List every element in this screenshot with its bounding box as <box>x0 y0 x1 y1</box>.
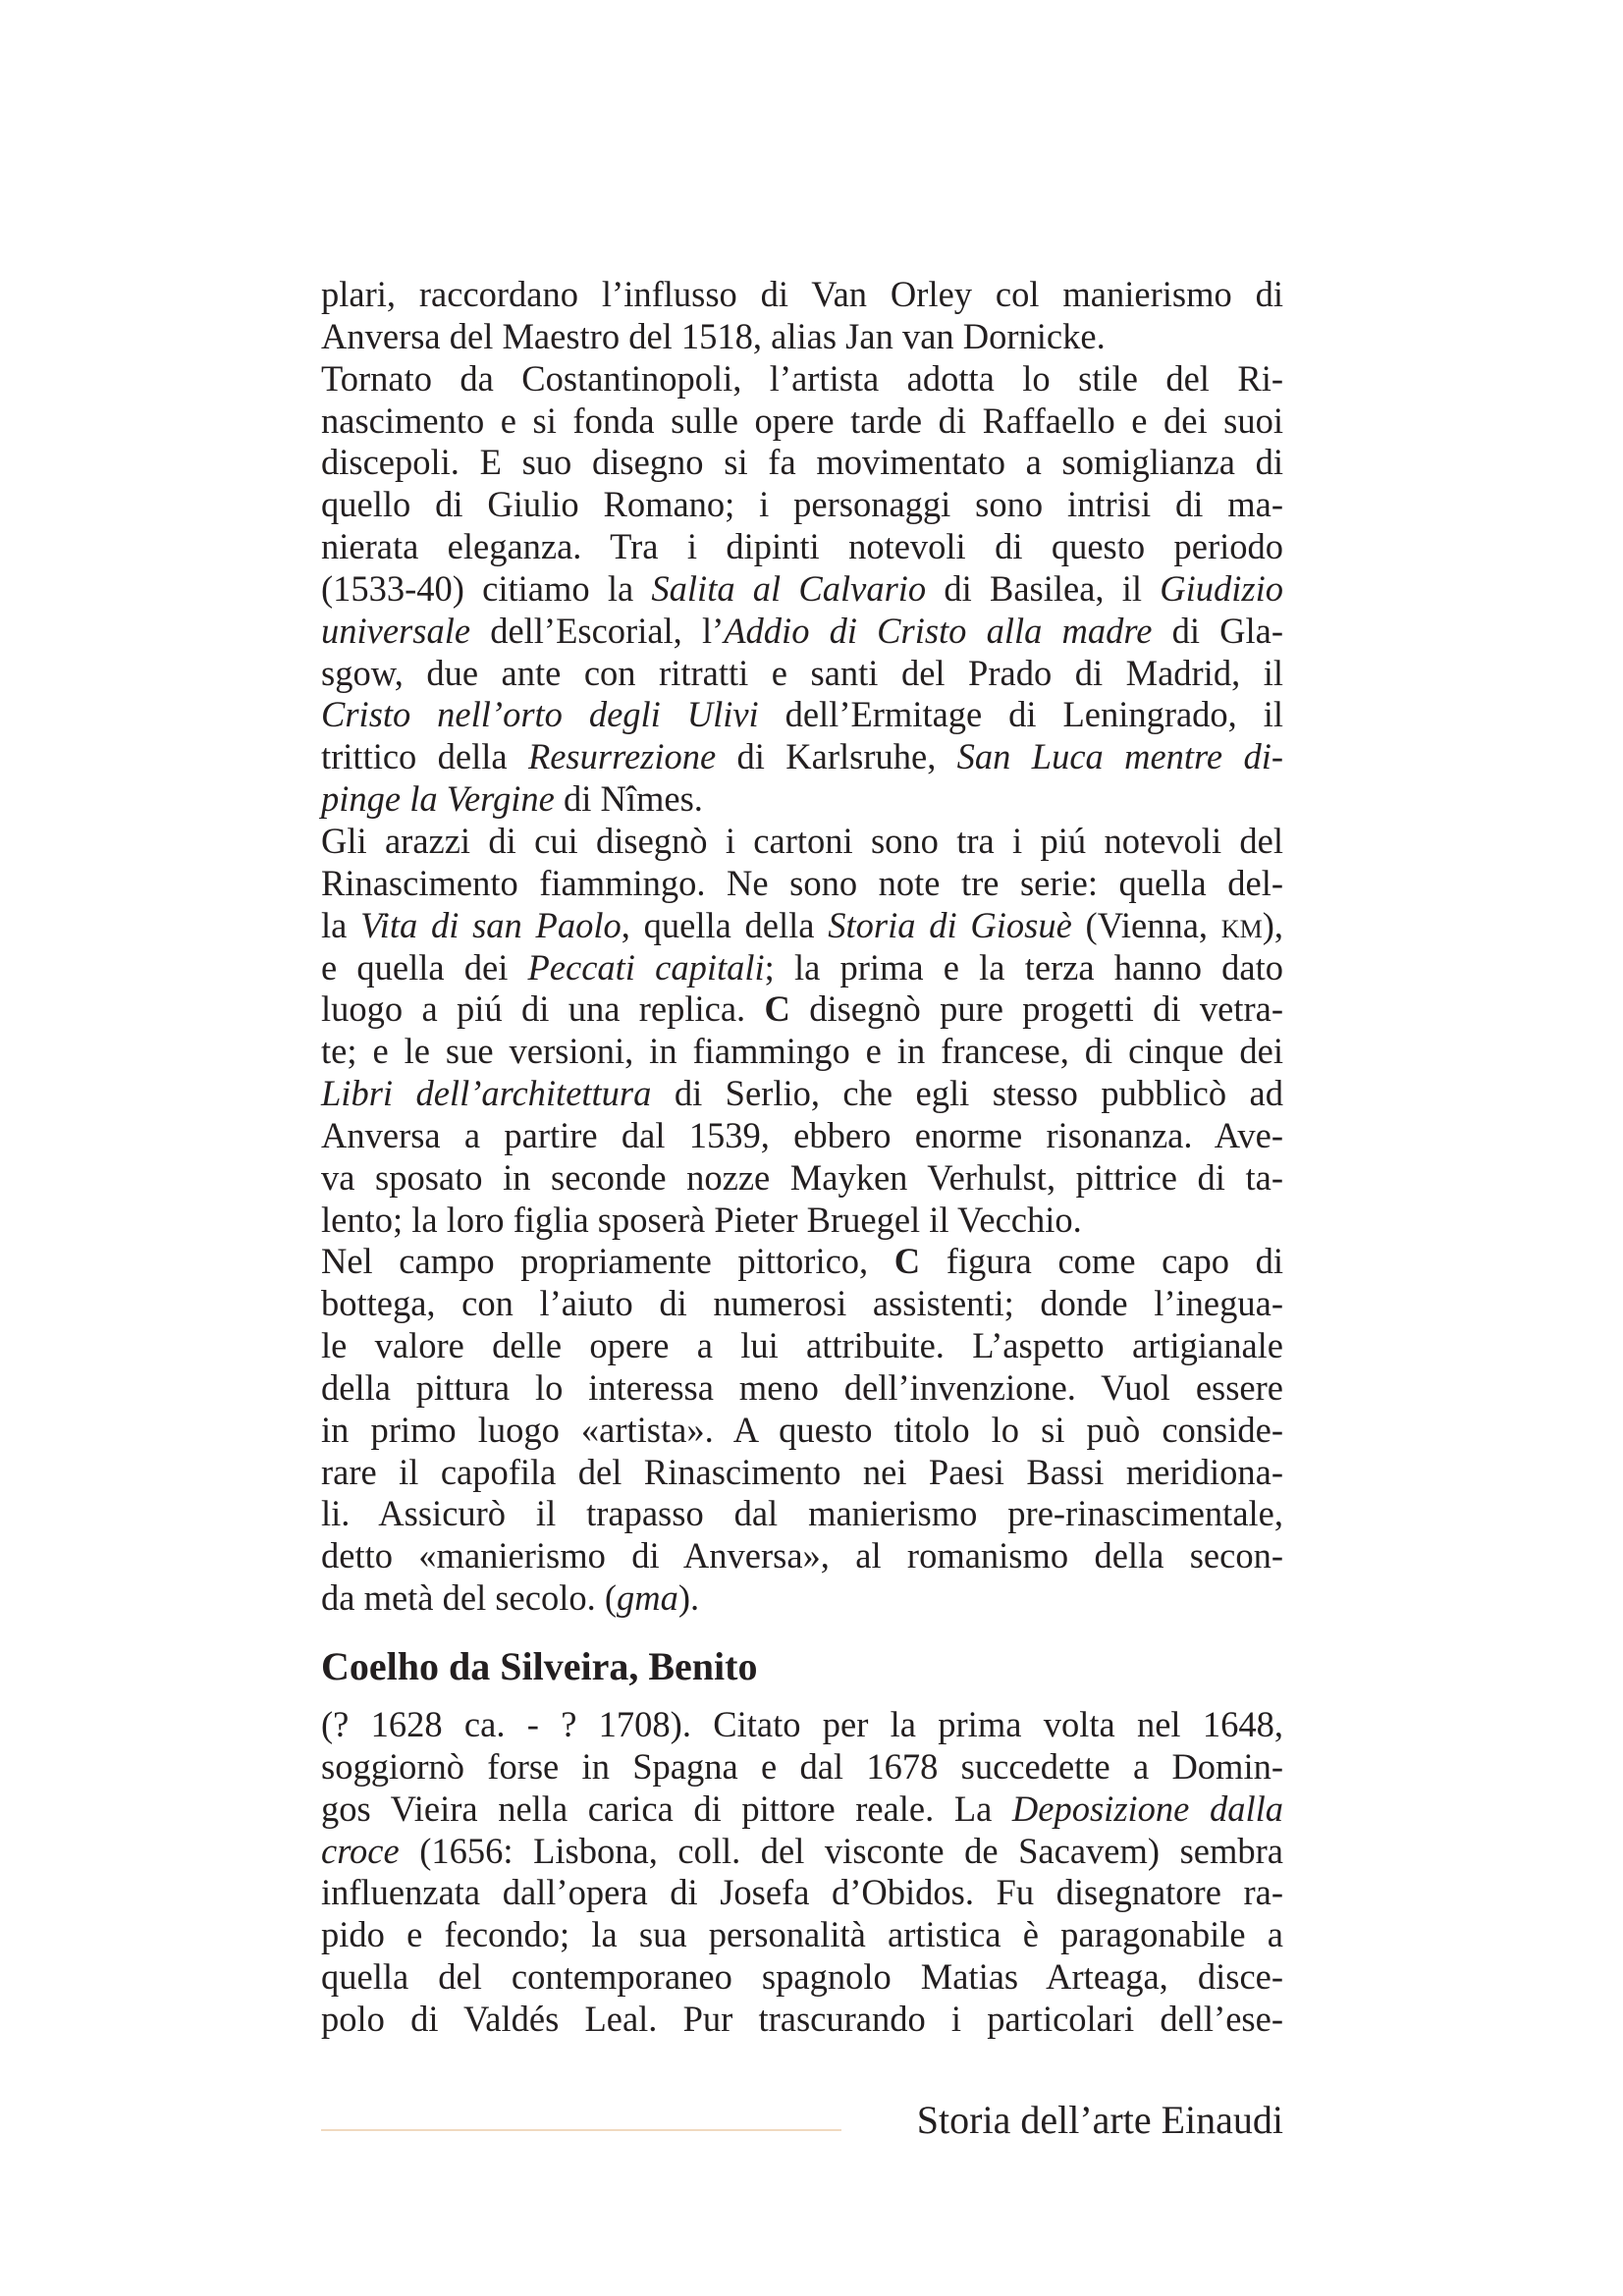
text-line: la Vita di san Paolo, quella della Storia di Giosuè (Vienna, km), <box>321 904 1283 945</box>
text-line: bottega, con l’aiuto di numerosi assistenti; donde l’inegua- <box>321 1283 1283 1324</box>
text-line: influenzata dall’opera di Josefa d’Obidos. Fu disegnatore ra- <box>321 1872 1283 1913</box>
artwork-title: Vita di san Paolo <box>360 904 622 945</box>
text-line: Anversa del Maestro del 1518, alias Jan van Dornicke. <box>321 315 1106 356</box>
text-line: plari, raccordano l’influsso di Van Orley col manierismo di <box>321 274 1283 314</box>
text-line: li. Assicurò il trapasso dal manierismo pre-rinascimentale, <box>321 1493 1283 1534</box>
text-line: Cristo nell’orto degli Ulivi dell’Ermitage di Leningrado, il <box>321 694 1283 735</box>
text-line: te; e le sue versioni, in fiammingo e in francese, di cinque dei <box>321 1031 1283 1072</box>
text-line: in primo luogo «artista». A questo titolo lo si può conside- <box>321 1409 1283 1450</box>
text-line: e quella dei Peccati capitali; la prima e la terza hanno dato <box>321 946 1283 988</box>
text-line: nierata eleganza. Tra i dipinti notevoli di questo periodo <box>321 526 1283 567</box>
artwork-title: pinge la Vergine <box>321 778 555 820</box>
text-line: Nel campo propriamente pittorico, C figura come capo di <box>321 1241 1283 1282</box>
artwork-title: Salita al Calvario <box>651 567 927 609</box>
text-line: va sposato in seconde nozze Mayken Verhulst, pittrice di ta- <box>321 1156 1283 1198</box>
artwork-title: Addio di Cristo alla madre <box>724 610 1153 651</box>
artwork-title: Resurrezione <box>527 736 717 777</box>
text-line: croce (1656: Lisbona, coll. del visconte de Sacavem) sembra <box>321 1830 1283 1871</box>
text-line: Tornato da Costantinopoli, l’artista adotta lo stile del Ri- <box>321 357 1283 399</box>
text-line: Gli arazzi di cui disegnò i cartoni sono tra i piú notevoli del <box>321 820 1283 861</box>
artwork-title: croce <box>321 1830 400 1871</box>
entry-cock-continuation <box>321 274 1283 1620</box>
text-line: quello di Giulio Romano; i personaggi sono intrisi di ma- <box>321 484 1283 525</box>
text-line: le valore delle opere a lui attribuite. L’aspetto artigianale <box>321 1325 1283 1366</box>
artwork-title: Storia di Giosuè <box>828 904 1072 945</box>
entry-initial: C <box>893 1241 921 1282</box>
text-line: gos Vieira nella carica di pittore reale. La Deposizione dalla <box>321 1788 1283 1829</box>
text-line: pinge la Vergine di Nîmes. <box>321 778 703 820</box>
text-line: luogo a piú di una replica. C disegnò pure progetti di vetra- <box>321 988 1283 1030</box>
text-line: nascimento e si fonda sulle opere tarde di Raffaello e dei suoi <box>321 400 1283 441</box>
text-line: (? 1628 ca. - ? 1708). Citato per la prima volta nel 1648, <box>321 1704 1283 1744</box>
text-line: universale dell’Escorial, l’Addio di Cristo alla madre di Gla- <box>321 610 1283 651</box>
text-line: Rinascimento fiammingo. Ne sono note tre serie: quella del- <box>321 862 1283 903</box>
artwork-title: Deposizione dalla <box>1011 1788 1283 1829</box>
text-line: da metà del secolo. (gma). <box>321 1577 700 1619</box>
page-body <box>321 274 1283 2041</box>
text-line: soggiornò forse in Spagna e dal 1678 succedette a Domin- <box>321 1745 1283 1787</box>
artwork-title: Libri dell’architettura <box>321 1073 652 1114</box>
entry-initial: C <box>764 988 790 1030</box>
text-line: (1533-40) citiamo la Salita al Calvario di Basilea, il Giudizio <box>321 567 1283 609</box>
text-line: trittico della Resurrezione di Karlsruhe, San Luca mentre di- <box>321 736 1283 777</box>
text-line: polo di Valdés Leal. Pur trascurando i particolari dell’ese- <box>321 1998 1283 2039</box>
publication-title: Storia dell’arte Einaudi <box>916 2098 1283 2142</box>
footer-rule <box>321 2129 841 2131</box>
text-line: sgow, due ante con ritratti e santi del Prado di Madrid, il <box>321 652 1283 693</box>
artwork-title: San Luca mentre di- <box>956 736 1283 777</box>
entry-coelho-da-silveira <box>321 1643 1283 2041</box>
artwork-title: Giudizio <box>1160 567 1283 609</box>
text-line: discepoli. E suo disegno si fa movimentato a somiglianza di <box>321 442 1283 483</box>
text-line: Anversa a partire dal 1539, ebbero enorme risonanza. Ave- <box>321 1114 1283 1155</box>
text-line: detto «manierismo di Anversa», al romanismo della secon- <box>321 1535 1283 1576</box>
artwork-title: universale <box>321 610 471 651</box>
text-line: della pittura lo interessa meno dell’invenzione. Vuol essere <box>321 1366 1283 1408</box>
author-initials: gma <box>617 1577 678 1619</box>
text-line: Libri dell’architettura di Serlio, che egli stesso pubblicò ad <box>321 1073 1283 1114</box>
artwork-title: Cristo nell’orto degli Ulivi <box>321 694 759 735</box>
text-line: lento; la loro figlia sposerà Pieter Bruegel il Vecchio. <box>321 1199 1082 1240</box>
text-line: rare il capofila del Rinascimento nei Paesi Bassi meridiona- <box>321 1451 1283 1492</box>
artwork-title: Peccati capitali <box>527 946 765 988</box>
museum-abbreviation: km <box>1220 904 1263 945</box>
text-line: quella del contemporaneo spagnolo Matias Arteaga, disce- <box>321 1956 1283 1998</box>
entry-heading: Coelho da Silveira, Benito <box>321 1644 758 1688</box>
text-line: pido e fecondo; la sua personalità artistica è paragonabile a <box>321 1914 1283 1955</box>
page-footer <box>321 2097 1283 2146</box>
